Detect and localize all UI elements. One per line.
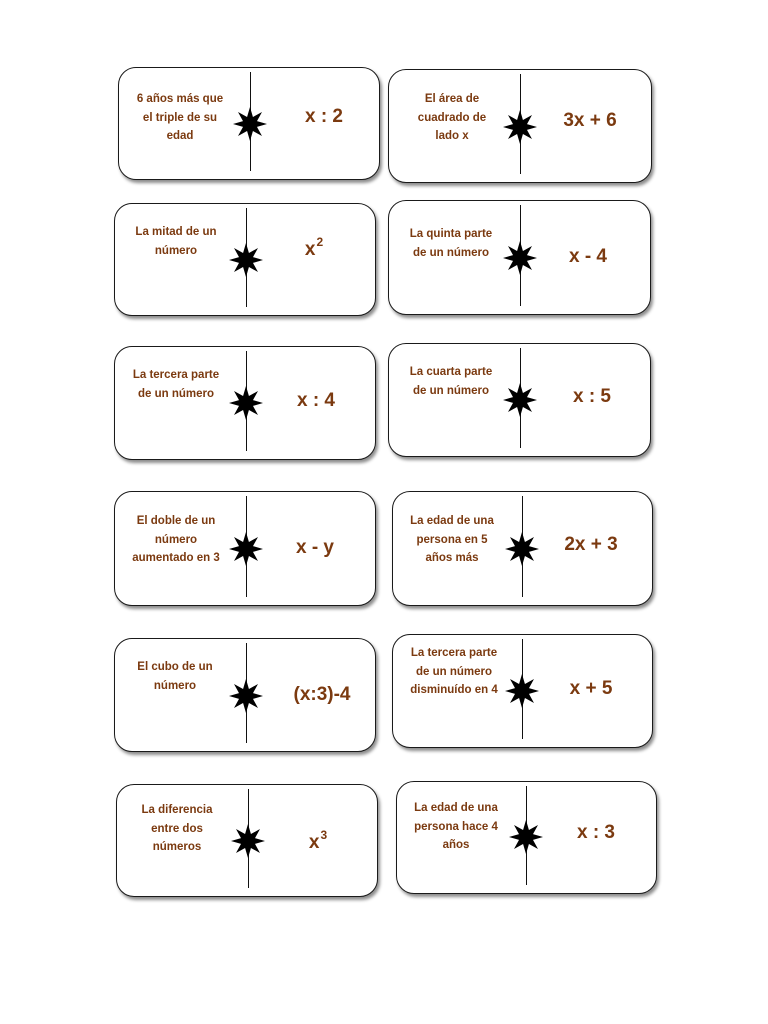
eight-point-star-icon — [509, 820, 543, 854]
card-expression: x : 5 — [572, 386, 612, 407]
card-phrase: La quinta parte de un número — [409, 228, 493, 259]
domino-card-10 — [392, 634, 653, 748]
domino-card-2 — [388, 69, 652, 183]
eight-point-star-icon — [505, 532, 539, 566]
eight-point-star-icon — [229, 679, 263, 713]
eight-point-star-icon — [505, 674, 539, 708]
expression-base: x — [308, 832, 320, 853]
expression-exponent: 3 — [320, 828, 328, 842]
eight-point-star-icon — [503, 241, 537, 275]
card-phrase: La mitad de un número — [135, 226, 217, 257]
domino-card-4 — [388, 200, 651, 315]
eight-point-star-icon — [229, 386, 263, 420]
card-expression: (x:3)-4 — [293, 684, 351, 705]
card-phrase: La edad de una persona hace 4 años — [414, 802, 498, 851]
domino-card-5 — [114, 346, 376, 460]
card-phrase: La tercera parte de un número — [132, 369, 220, 400]
domino-card-3 — [114, 203, 376, 316]
domino-card-9 — [114, 638, 376, 752]
card-expression: x : 4 — [296, 390, 336, 411]
card-expression — [309, 828, 327, 854]
eight-point-star-icon — [229, 243, 263, 277]
card-phrase: La cuarta parte de un número — [409, 366, 493, 397]
card-expression: x - 4 — [568, 246, 608, 267]
domino-card-1 — [118, 67, 380, 180]
eight-point-star-icon — [503, 110, 537, 144]
card-expression — [305, 235, 323, 261]
eight-point-star-icon — [503, 383, 537, 417]
card-phrase: El doble de un número aumentado en 3 — [132, 515, 220, 564]
expression-base: x — [304, 239, 316, 260]
card-expression: x - y — [295, 537, 335, 558]
card-expression: x + 5 — [569, 678, 613, 699]
card-phrase: La tercera parte de un número disminuído en 4 — [410, 647, 498, 696]
card-phrase: El cubo de un número — [137, 661, 213, 692]
domino-card-11 — [116, 784, 378, 897]
domino-card-8 — [392, 491, 653, 606]
expression-exponent: 2 — [316, 235, 324, 249]
domino-card-7 — [114, 491, 376, 606]
card-expression: 2x + 3 — [564, 534, 618, 555]
card-expression: 3x + 6 — [563, 110, 617, 131]
card-phrase: La diferencia entre dos números — [141, 804, 213, 853]
card-phrase: El área de cuadrado de lado x — [417, 93, 487, 142]
card-expression: x : 3 — [576, 822, 616, 843]
eight-point-star-icon — [233, 107, 267, 141]
domino-card-6 — [388, 343, 651, 457]
card-phrase: 6 años más que el triple de su edad — [136, 93, 224, 142]
card-phrase: La edad de una persona en 5 años más — [410, 515, 494, 564]
eight-point-star-icon — [229, 532, 263, 566]
card-expression: x : 2 — [304, 106, 344, 127]
eight-point-star-icon — [231, 824, 265, 858]
domino-card-12 — [396, 781, 657, 894]
